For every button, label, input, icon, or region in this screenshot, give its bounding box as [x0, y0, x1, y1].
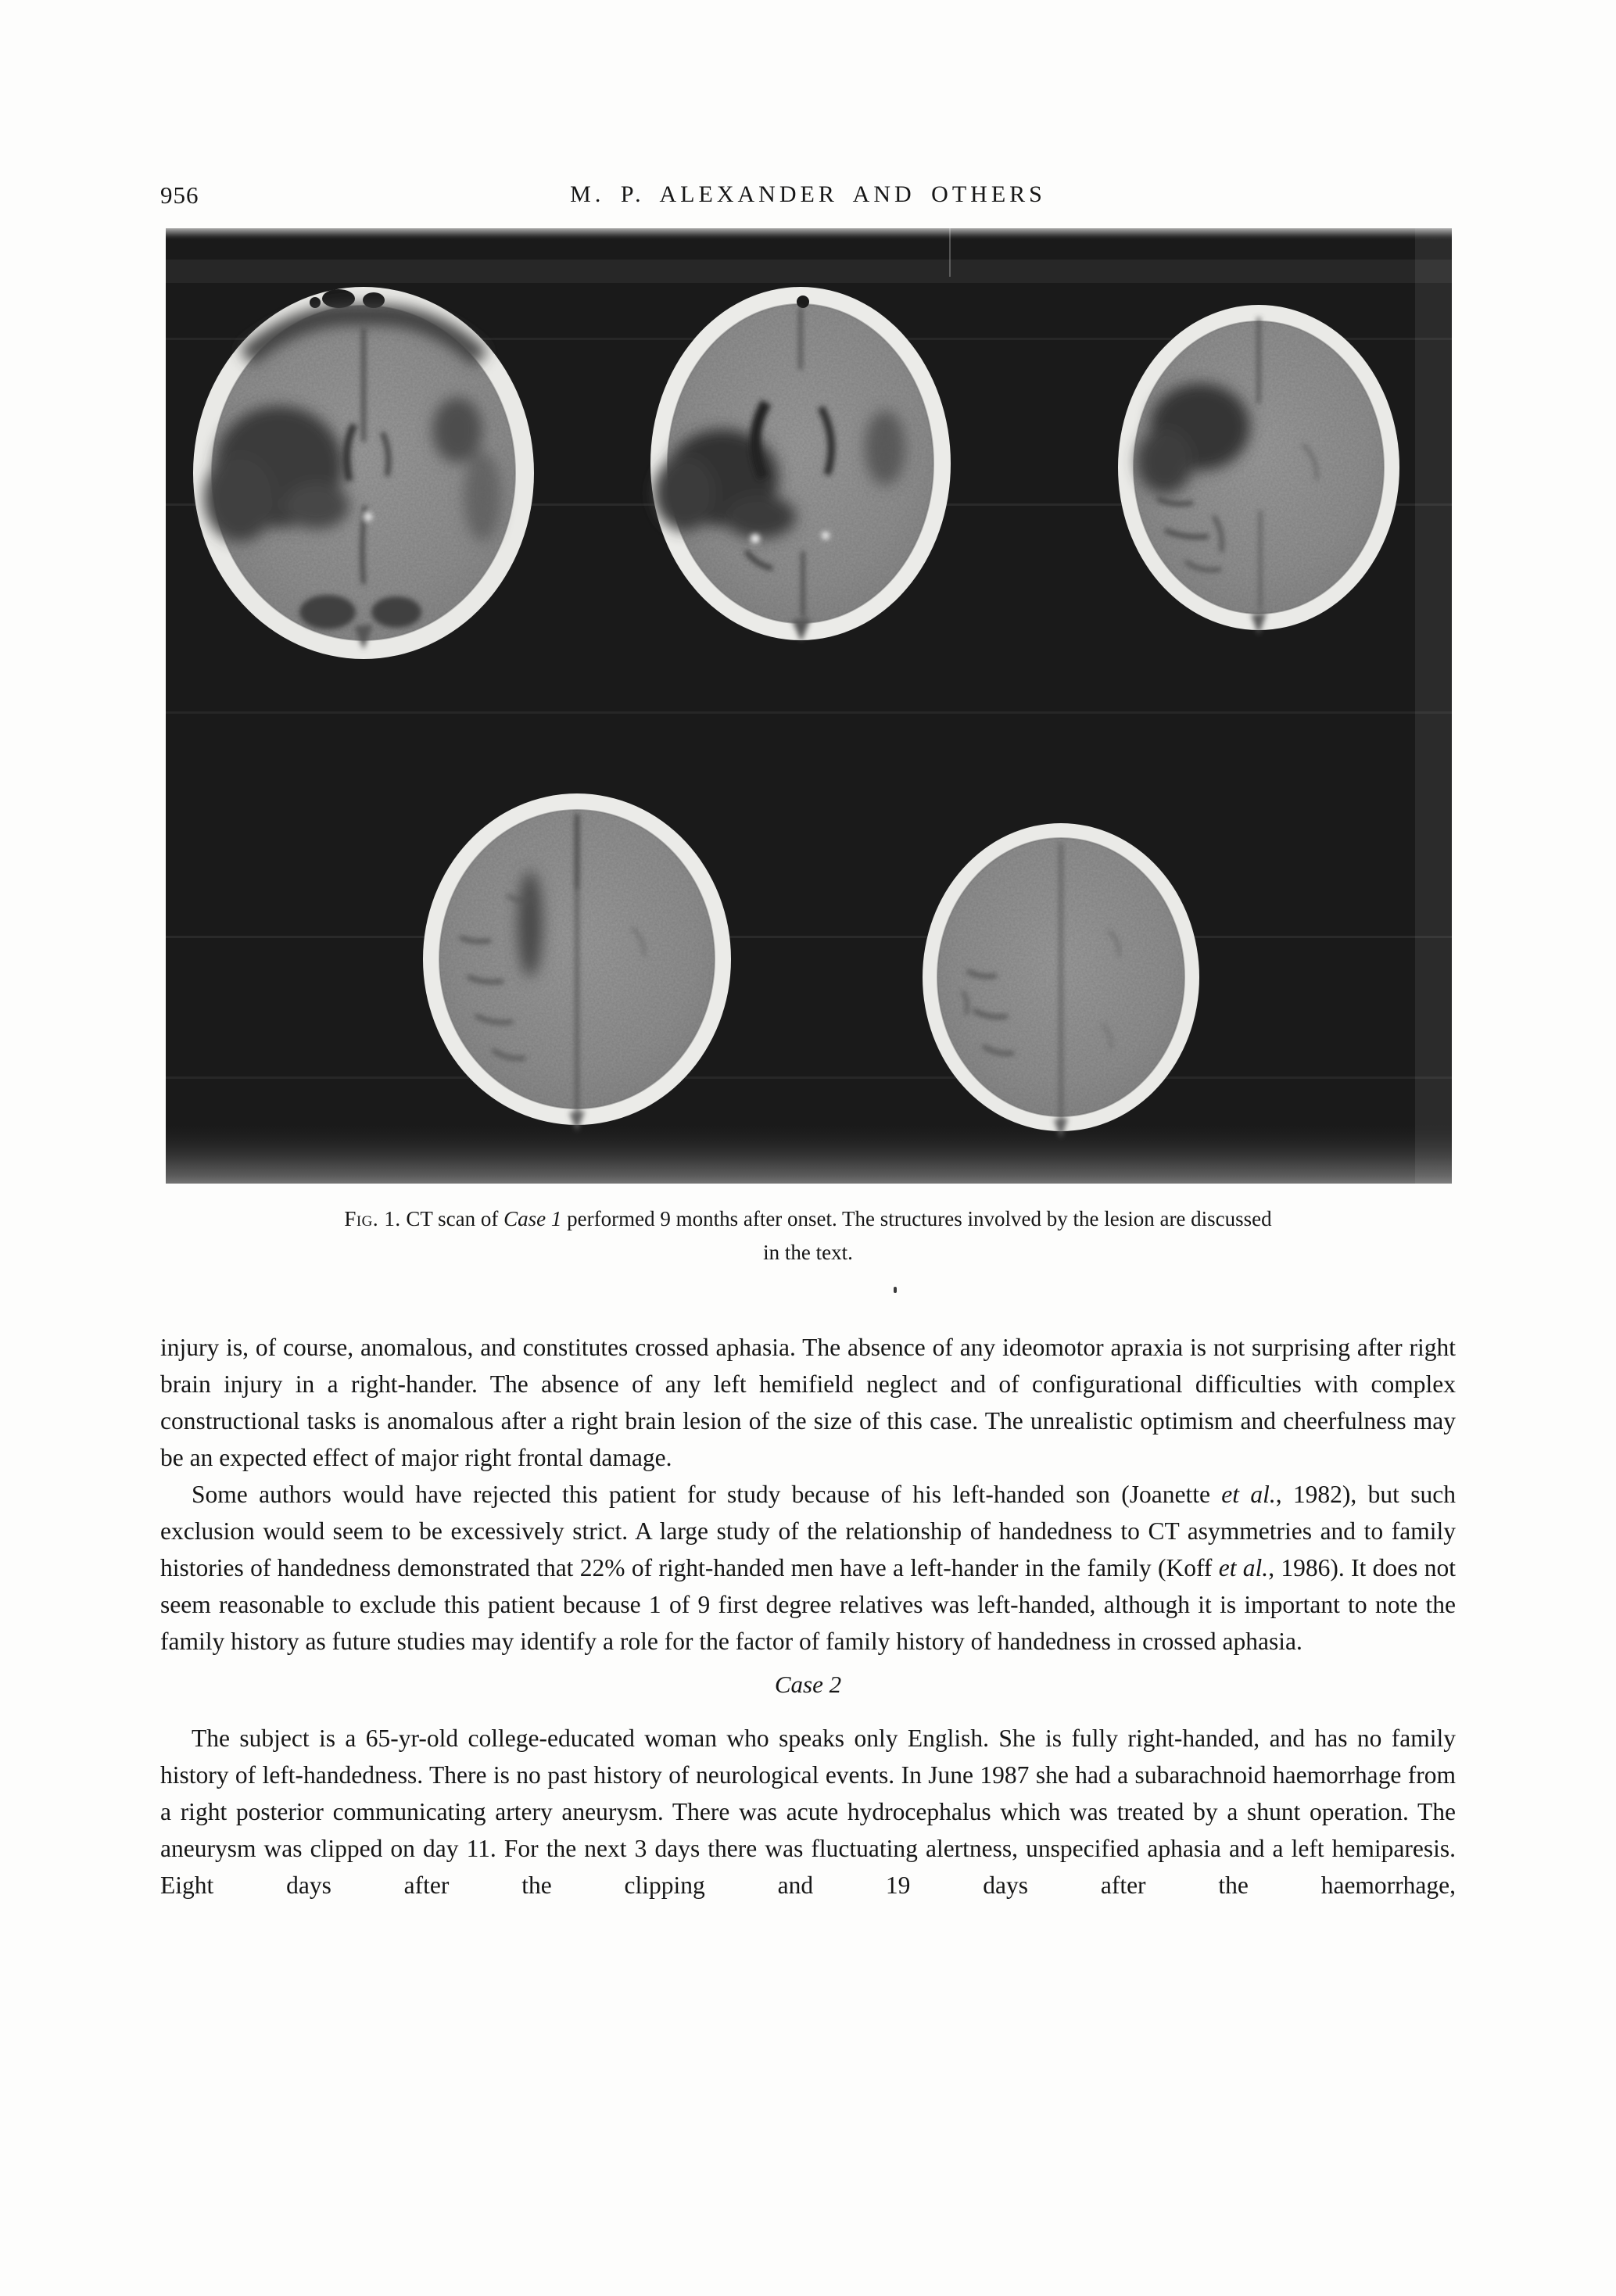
body-text [160, 1329, 1456, 1904]
figure-caption-line1: Fig. 1. CT scan of Case 1 performed 9 months after onset. The structures involved by the lesion are discussed [344, 1207, 1272, 1230]
ct-scan-1 [193, 287, 534, 659]
stray-ink-mark [894, 1287, 897, 1293]
lesion [518, 871, 543, 977]
paragraph-3: The subject is a 65-yr-old college-educated woman who speaks only English. She is fully right-handed, and has no family history of left-handedness. There is no past history of neurological events. In June 1987 she had a subarachnoid haemorrhage from a right posterior communicating artery aneurysm. There was acute hydrocephalus which was treated by a shunt operation. The aneurysm was clipped on day 11. For the next 3 days there was fluctuating alertness, unspecified aphasia and a left hemiparesis. Eight days after the clipping and 19 days after the haemorrhage, [160, 1725, 1456, 1899]
running-head: M. P. ALEXANDER AND OTHERS [570, 181, 1046, 207]
frontal-sinus [797, 296, 809, 308]
paragraph-1: injury is, of course, anomalous, and constitutes crossed aphasia. The absence of any ideomotor apraxia is not surprising after right brain injury in a right-hander. The absence of any left hemifield neglect and of configurational difficulties with complex constructional tasks is anomalous after a right brain lesion of the size of this case. The unrealistic optimism and cheerfulness may be an expected effect of major right frontal damage. [160, 1334, 1456, 1471]
page-number: 956 [160, 181, 199, 209]
ct-scan-2 [650, 287, 951, 642]
ct-scan-film [166, 228, 1452, 1184]
figure-1-ct-plate [166, 228, 1452, 1184]
case-2-heading: Case 2 [774, 1671, 842, 1698]
page-header [0, 181, 1616, 213]
paragraph-2: Some authors would have rejected this patient for study because of his left-handed son (Joanette et al., 1982), but such exclusion would seem to be excessively strict. A large study of the relationship of handedness to CT asymmetries and to family histories of handedness demonstrated that 22% of right-handed men have a left-hander in the family (Koff et al., 1986). It does not seem reasonable to exclude this patient because 1 of 9 first degree relatives was left-handed, although it is important to note the family history as future studies may identify a role for the factor of family history of handedness in crossed aphasia. [160, 1481, 1456, 1655]
figure-caption-line2: in the text. [763, 1241, 853, 1264]
figure-caption [160, 1202, 1456, 1270]
